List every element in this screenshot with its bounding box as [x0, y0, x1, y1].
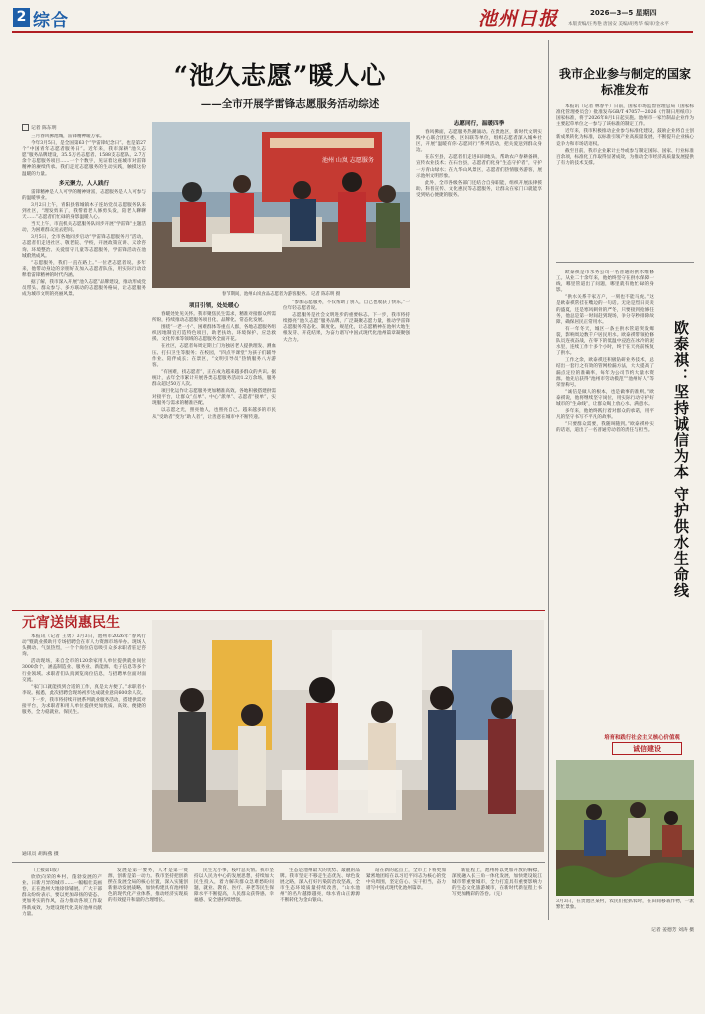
lead-subheadline: ——全市开展学雷锋志愿服务活动综述	[200, 98, 380, 110]
market-headline: 元宵送岗惠民生	[22, 615, 120, 631]
profile-vertical-headline: 欧泰祺：坚持诚信为本 守护供水生命线	[672, 320, 690, 599]
lead-column-4: 志愿同行，温暖四季 春风拂面，志愿服务热潮涌动。在贵池区，新时代文明实践中心联合团区委、区妇联等单位，组织志愿者深入城乡社区，开展“温暖有你·志愿同行”系列活动，把关爱送到群众身边。 在东至县，志愿者们走进田间地头，帮助农户春耕备耕，宣传农业技术；在石台县，志愿者们化身“生态守护者”，守护一方青山绿水；在九华山风景区，志愿者们热情服务游客，展示池州文明形象。 此外，全市各级各部门还结合自身职能，组织开展法律援助、科普宣传、文化惠民等志愿服务，让群众在家门口就能享受到贴心便捷的服务。	[416, 121, 542, 198]
value-badge: 诚信建设	[612, 742, 682, 755]
lead-column-3: “参加志愿服务，不仅帮助了别人，自己也收获了快乐。”一位年轻志愿者说。 志愿服务是社会文明进步的重要标志。下一步，我市将持续擦亮“池久志愿”服务品牌，广泛凝聚志愿力量，推动学雷锋志愿服务常态化、制度化、规范化，让志愿精神在池州大地生根发芽、开花结果，为奋力谱写中国式现代化池州篇章凝聚强大合力。	[283, 300, 410, 343]
bottom-column-5: 站在新的起点上，全市上下将更加紧密地团结在以习近平同志为核心的党中央周围，坚定信心、实干担当，奋力谱写中国式现代化池州篇章。	[366, 868, 446, 892]
market-rule	[12, 610, 545, 611]
newspaper-logo: 池州日报	[478, 8, 559, 30]
photo-signage-text: 池州 山岚 志愿服务	[322, 157, 374, 164]
header-rule	[12, 31, 693, 33]
issue-date: 2026—3—5 星期四	[590, 9, 657, 17]
column-divider	[548, 40, 549, 920]
section-heading: 多元聚力，人人践行	[58, 180, 110, 187]
profile-body: 欧泰祺是市水务公司一名普通的供水维修工。从业二十余年来，他始终坚守在供水保障一线，哪里管道出了问题，哪里就有他忙碌的身影。 “供水关系千家万户，一刻也不能马虎。”这是欧泰祺常挂在嘴边的一句话。无论是烈日炎炎的盛夏，还是寒风刺骨的严冬，只要接到抢修任务，他总是第一时间赶到现场，争分夺秒排除故障，确保居民正常用水。 有一年冬天，城区一条主供水管道突发爆裂，影响周边数千户居民用水。欧泰祺带领抢修队员连夜奋战，在零下的低温中浸泡在冰冷的泥水里，连续工作十多个小时，终于在天亮前恢复了供水。 工作之余，欧泰祺还积极钻研业务技术，总结出一套行之有效的管网检漏方法，大大提高了漏点定位的准确率，每年为公司节约大量水资源。他先后获得“池州市劳动模范”“池州好人”等荣誉称号。 “诚信是做人的根本，也是做事的准则。”欧泰祺说，他将继续坚守岗位，用实际行动守护好城市的“生命线”，让群众喝上放心水、满意水。 多年来，他始终践行着对群众的承诺，用平凡的坚守书写不平凡的故事。 “只要群众需要，我随叫随到。”欧泰祺朴实的话语，道出了一名普通劳动者的责任与担当。	[556, 270, 654, 434]
page-header	[0, 0, 705, 34]
bottom-column-6: 新征程上，池州将以更加开放的胸襟，深度融入长三角一体化发展，加快建设皖江城市带重要城市，全力打造具有重要影响力的生态文化旅游城市，在新时代新征程上书写更加精彩的答卷。（完）	[452, 868, 542, 898]
farm-photo-byline: 记者 姜德芳 刘涛 摄	[651, 928, 694, 933]
lead-headline: “池久志愿”暖人心	[173, 61, 387, 90]
lead-photo-caption: 春节期间，池州山岚食品志愿者为游客服务。 记者 陈东明 摄	[221, 292, 341, 297]
right-divider	[556, 262, 694, 263]
byline-marker-icon	[22, 124, 29, 131]
volunteer-booth-image	[152, 122, 410, 288]
bottom-column-3: 民生无小事，枝叶总关情。我市坚持以人民为中心的发展思想，持续加大民生投入，着力解决群众急难愁盼问题，就业、教育、医疗、养老等民生保障水平不断提高，人民群众获得感、幸福感、安全感持续增强。	[194, 868, 274, 904]
bottom-column-1: （上接第1版） 欣欣向荣的乡村、蓬勃发展的产业、日新月异的城市……一幅幅壮美画卷，正在池州大地徐徐铺展。广大干部群众纷纷表示，要以更加昂扬的姿态、更加务实的作风，奋力推动各项工作取得新成效，为建设现代化美好池州贡献力量。	[22, 868, 102, 917]
farm-field-image	[556, 760, 694, 896]
section-title: 综合	[33, 11, 69, 31]
bottom-column-2: 发展是第一要务，人才是第一资源，创新是第一动力。我市坚持把创新摆在发展全局的核心位置，深入实施创新驱动发展战略，加快构建具有池州特色的现代化产业体系，推动经济实现质的有效提升和量的合理增长。	[108, 868, 188, 904]
standards-headline: 我市企业参与制定的国家标准发布	[558, 67, 691, 97]
bottom-column-4: 生态是池州最大的优势、最靓的品牌。我市坚定不移走生态优先、绿色发展之路，深入打好污染防治攻坚战，全市生态环境质量持续改善，“山水池州”的名片越擦越亮，绿水青山正源源不断转化为金山银山。	[280, 868, 360, 904]
editor-credits: 本版责编/汪秀艳 唐国安 美编/胡秀华 编审/金永平	[568, 22, 669, 27]
job-fair-image	[152, 620, 544, 852]
page-number-badge: 2	[13, 8, 30, 27]
market-byline: 通讯员 胡海燕 摄	[22, 852, 59, 857]
section-heading: 项目引领，处处暖心	[188, 303, 240, 309]
lead-column-1: 三月春风拂池城，雷锋精神暖万家。 今年3月5日，是全国第63个“学雷锋纪念日”。也是第27个“中国青年志愿者服务日”。近年来，我市深耕“池久志愿”服务品牌建设，35.5万名志愿者、1588支志愿队、2.7万余个志愿服务项目……一个个数字，见证着这座城市对雷锋精神的赓续传承。我们走近志愿服务的生动实践，触摸这份温暖的力量。 多元聚力，人人践行 雷锋精神是人人可学的精神财富，志愿服务是人人可参与的温暖事业。 3月2日上午，青阳县蓉城镇木子连坊党员志愿服务队来到社区，“理发剪来了，我帮着老人修剪头发，陪老人聊聊天……”志愿者们忙碌的身影温暖人心。 当天上午，市直机关志愿服务队同步开展“学雷锋”主题活动，为困难群众送去慰问。 3月5日，全市各地同步启动“学雷锋志愿服务月”活动，志愿者们走进社区、敬老院、学校，开展政策宣讲、义诊咨询、环境整治、关爱留守儿童等志愿服务，学雷锋活动在池城蔚然成风。 “志愿服务，我们一直在路上。”一位老志愿者说。多年来，他带动身边的亲朋好友加入志愿者队伍，用实际行动诠释着雷锋精神的时代内涵。 据了解，我市深入开展“池久志愿”品牌建设，推动形成党员带头、群众参与、多方联动的志愿服务格局，让志愿服务成为城市文明的亮丽风景。	[22, 134, 146, 298]
market-body: 本报讯（记者 王勇）3月3日，池州市2026年“春风行动”暨就业援助月专场招聘会在市人力资源市场举办。现场人头攒动、气氛热烈，一个个岗位信息吸引众多求职者驻足咨询。 活动现场，来自全市的120余家用人单位提供就业岗位3000余个，涵盖制造业、服务业、新能源、电子信息等多个行业领域。求职者们认真浏览岗位信息，与招聘单位面对面交流。 “家门口就能找到合适的工作，真是太方便了。”求职者小李说。据悉，此次招聘会现场初步达成就业意向600余人次。 下一步，我市将持续开展系列就业服务活动，搭建供需对接平台，为求职者和用人单位提供更加优质、高效、便捷的服务，全力稳就业、保民生。	[22, 634, 146, 716]
value-banner-top: 培育和践行社会主义核心价值观	[604, 735, 680, 741]
job-fair-photo	[152, 620, 544, 852]
farm-photo	[556, 760, 694, 896]
lead-photo	[152, 122, 410, 288]
lead-column-2: 项目引领，处处暖心 春暖处处见关怀。我市聚焦民生需求，精准对接群众所需所盼，持续推动志愿服务项目化、品牌化、常态化发展。 围绕“一老一小”、困难群体等重点人群，各地志愿服务组织因地制宜打造特色项目，助老扶幼、环境保护、应急救援、文化传承等领域的志愿服务全面开花。 在社区，志愿者每周定期上门为独居老人提供理发、测血压、打扫卫生等服务；在校园，“四点半课堂”为孩子们辅导作业、陪伴成长；在景区，“文明引导员”热情服务八方游客。 “有困难，找志愿者”，正在成为越来越多群众的共识。据统计，去年全市累计开展各类志愿服务活动1.2万余场，服务群众超过50万人次。 项目化运作让志愿服务更加精准高效。各地积极搭建供需对接平台，让群众“点单”、中心“派单”、志愿者“接单”，实现服务与需求的精准匹配。 以志愿之光，照亮他人，也照亮自己。越来越多的市民从“受助者”变为“助人者”，让善意在城市中不断传递。	[152, 303, 276, 420]
lead-byline: 记者 陈东明	[22, 124, 146, 131]
bottom-rule	[12, 862, 545, 863]
standards-body: 本报讯（记者 林春平）日前，国家市场监督管理总局（国家标准化管理委员会）批准发布GB/T 47057—2026《竹制日用纸巾》国家标准，将于2026年8月1日起实施。池州市一家竹制品企业作为主要起草单位之一参与了该标准的制定工作。 近年来，我市积极推动企业参与标准化建设，鼓励企业将自主创新成果转化为标准，以标准引领产业高质量发展，不断提升企业核心竞争力和市场话语权。 截至目前，我市企业累计主导或参与制定国际、国家、行业标准百余项，标准化工作取得显著成效，为推动全市经济高质量发展提供了有力的技术支撑。	[556, 104, 694, 166]
section-heading: 志愿同行，温暖四季	[453, 121, 505, 127]
farm-photo-caption: 3月3日，在贵池区某村，农民们抢抓农时，在田间移栽作物，一派繁忙景象。	[556, 899, 694, 911]
